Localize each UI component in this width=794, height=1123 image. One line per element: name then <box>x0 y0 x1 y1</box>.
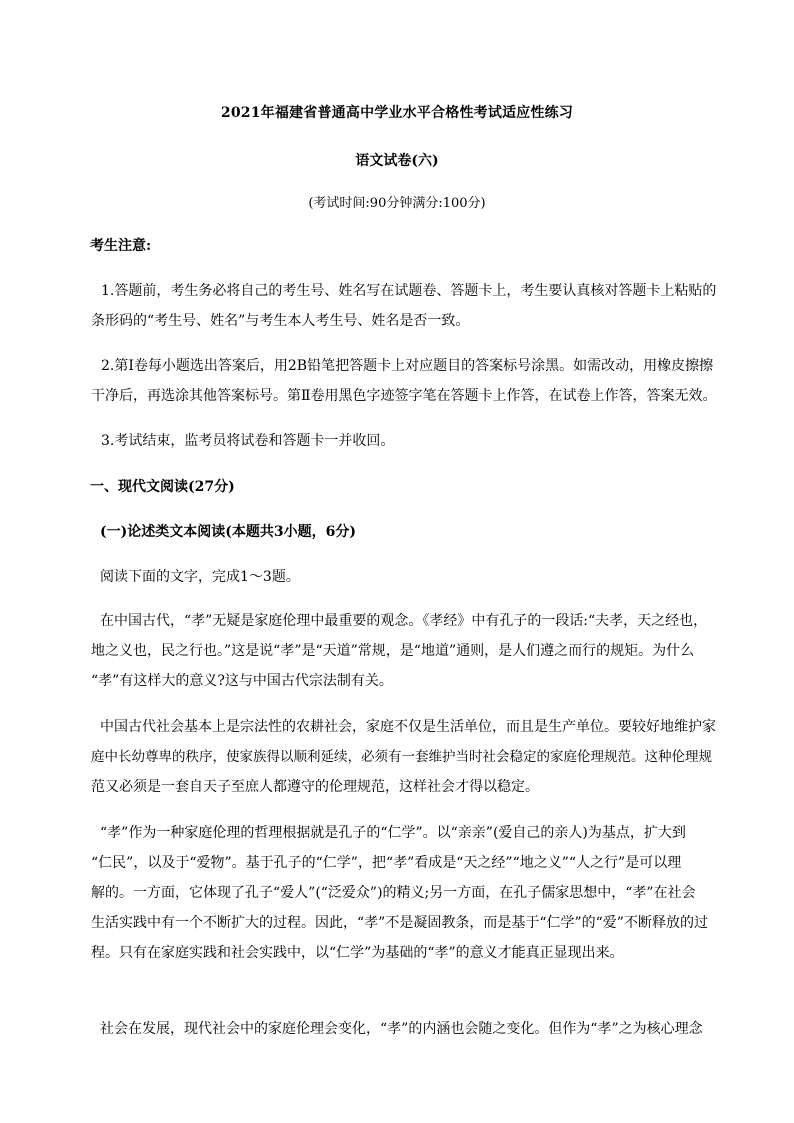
passage-p3-line-4: 生活实践中有一个不断扩大的过程。因此，“孝”不是凝固教条，而是基于“仁学”的“爱”不断释放的过 <box>91 915 708 931</box>
passage-p1-line-2: 地之义也，民之行也。”这是说“孝”是“天道”常规，是“地道”通则，是人们遵之而行的规矩。为什么 <box>91 643 695 659</box>
passage-p2-line-1: 中国古代社会基本上是宗法性的农耕社会，家庭不仅是生活单位，而且是生产单位。要较好地维护家 <box>100 719 716 735</box>
notice-item-2-line-1: 2.第Ⅰ卷每小题选出答案后，用2B铅笔把答题卡上对应题目的答案标号涂黑。如需改动，用橡皮擦擦 <box>101 358 714 374</box>
exam-title: 2021年福建省普通高中学业水平合格性考试适应性练习 <box>220 105 574 121</box>
exam-time-info: (考试时间:90分钟满分:100分) <box>308 196 486 211</box>
passage-p1-line-3: “孝”有这样大的意义?这与中国古代宗法制有关。 <box>91 673 393 689</box>
passage-p1-line-1: 在中国古代，“孝”无疑是家庭伦理中最重要的观念。《孝经》中有孔子的一段话:“夫孝，天之经也， <box>100 613 708 629</box>
passage-p3-line-1: “孝”作为一种家庭伦理的哲理根据就是孔子的“仁学”。以“亲亲”(爱自己的亲人)为基点，扩大到 <box>100 825 686 841</box>
exam-subtitle: 语文试卷(六) <box>355 153 439 169</box>
reading-instruction: 阅读下面的文字，完成1～3题。 <box>100 569 300 585</box>
subsection-heading: (一)论述类文本阅读(本题共3小题，6分) <box>100 524 356 540</box>
passage-paragraph-1 <box>91 606 717 696</box>
passage-p2-line-3: 范又必须是一套自天子至庶人都遵守的伦理规范，这样社会才得以稳定。 <box>91 779 539 795</box>
passage-paragraph-3 <box>91 818 717 968</box>
notice-item-2 <box>91 351 717 411</box>
notice-item-3 <box>91 426 717 456</box>
passage-p2-line-2: 庭中长幼尊卑的秩序，使家族得以顺利延续，必须有一套维护当时社会稳定的家庭伦理规范。这种伦理规 <box>91 749 712 765</box>
notice-item-1-line-1: 1.答题前，考生务必将自己的考生号、姓名写在试题卷、答题卡上，考生要认真核对答题卡上粘贴的 <box>101 283 717 299</box>
passage-p3-line-2: “仁民”，以及于“爱物”。基于孔子的“仁学”，把“孝”看成是“天之经”“地之义”“人之行”是可以理 <box>91 855 682 871</box>
passage-p4-line-1: 社会在发展，现代社会中的家庭伦理会变化，“孝”的内涵也会随之变化。但作为“孝”之为核心理念 <box>100 1021 703 1037</box>
notice-item-1 <box>91 276 717 336</box>
passage-paragraph-4 <box>91 1014 717 1044</box>
passage-paragraph-2 <box>91 712 717 802</box>
section-heading: 一、现代文阅读(27分) <box>90 479 235 495</box>
notice-item-2-line-2: 干净后，再选涂其他答案标号。第Ⅱ卷用黑色字迹签字笔在答题卡上作答，在试卷上作答，答案无效。 <box>91 388 717 404</box>
notice-heading: 考生注意: <box>90 238 152 254</box>
notice-item-1-line-2: 条形码的“考生号、姓名”与考生本人考生号、姓名是否一致。 <box>91 313 470 329</box>
notice-item-3-line-1: 3.考试结束，监考员将试卷和答题卡一并收回。 <box>101 433 395 449</box>
passage-p3-line-5: 程。只有在家庭实践和社会实践中，以“仁学”为基础的“孝”的意义才能真正显现出来。 <box>91 945 624 961</box>
passage-p3-line-3: 解的。一方面，它体现了孔子“爱人”(“泛爱众”)的精义;另一方面，在孔子儒家思想中，“孝”在社会 <box>91 885 696 901</box>
